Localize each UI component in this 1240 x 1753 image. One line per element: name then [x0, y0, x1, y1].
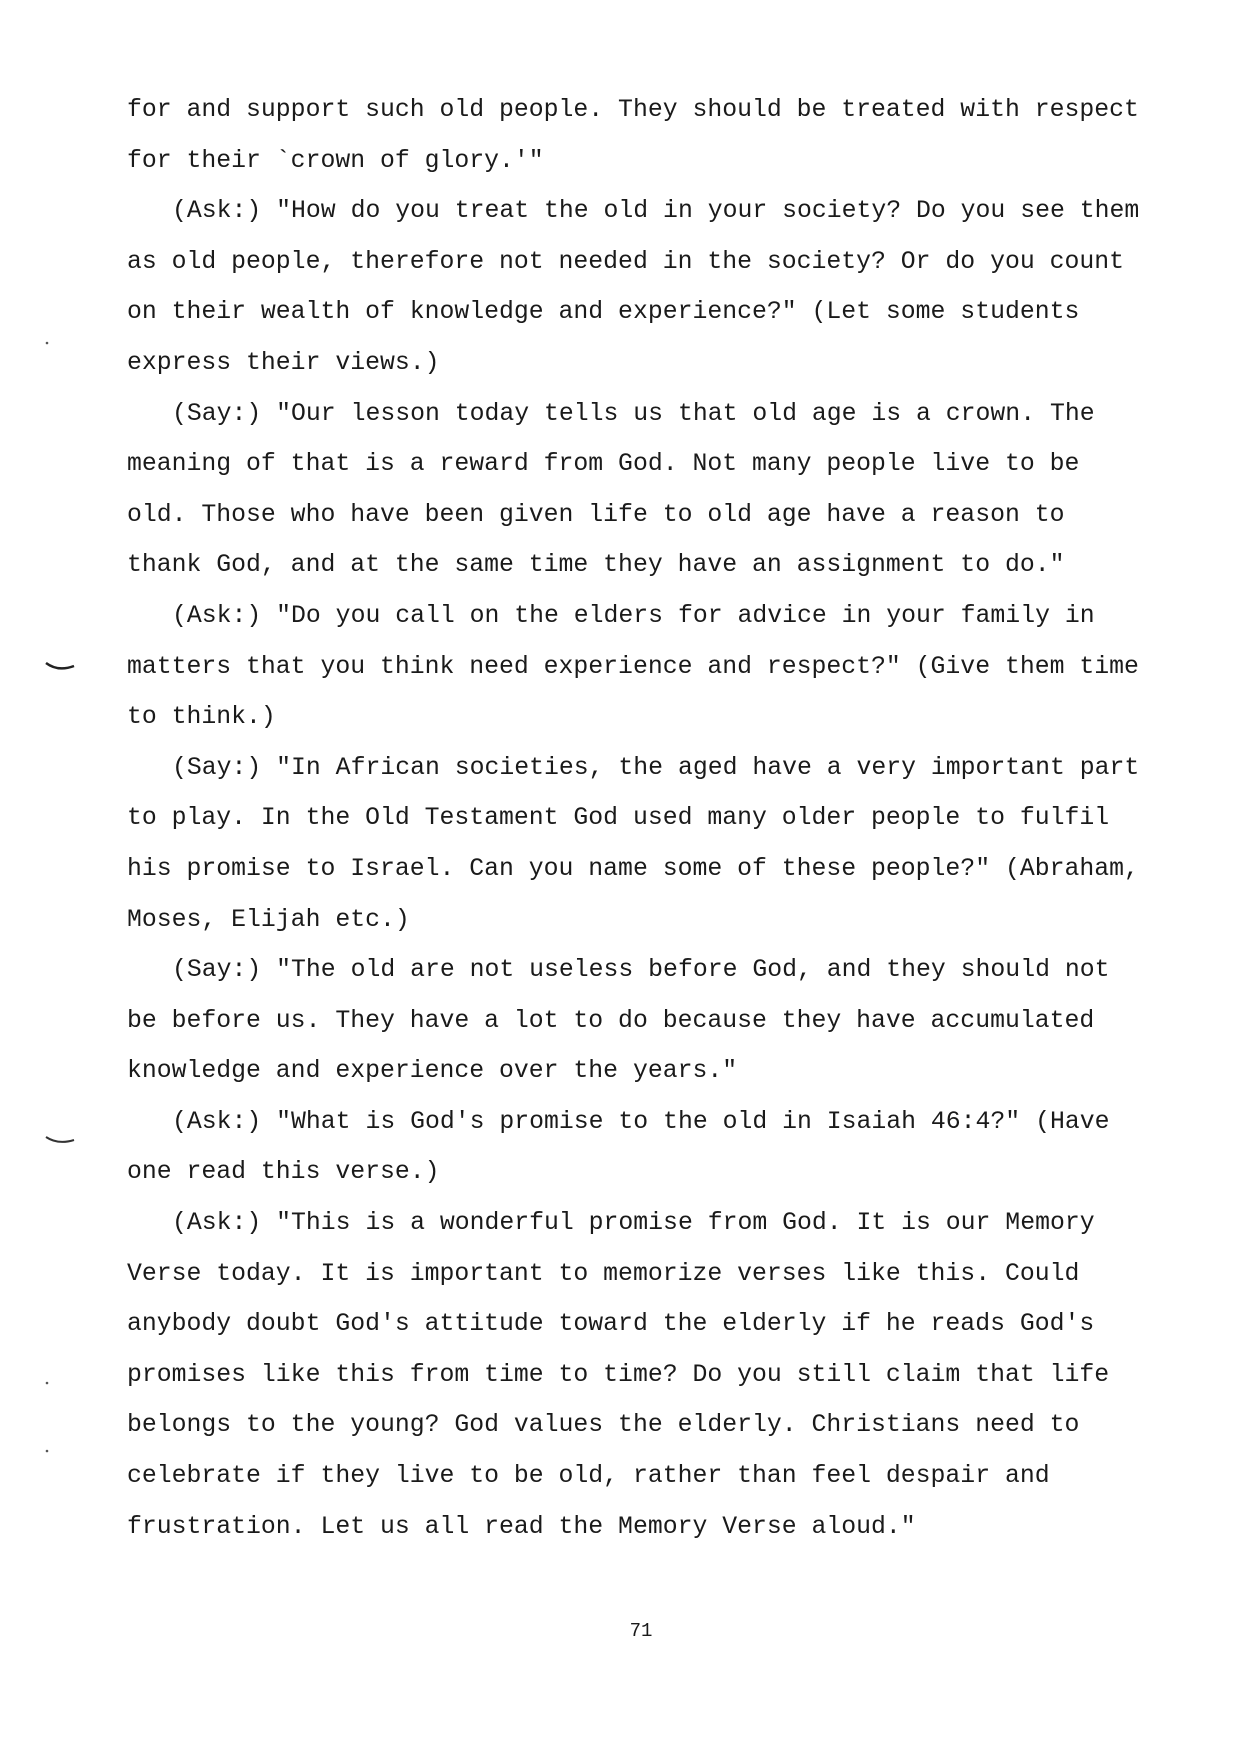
- margin-dot: [44, 1380, 50, 1386]
- text-line: be before us. They have a lot to do because they have accumulated: [127, 1006, 1095, 1035]
- text-line: one read this verse.): [127, 1158, 440, 1187]
- text-line: as old people, therefore not needed in the society? Or do you count: [127, 247, 1124, 276]
- margin-dot: [44, 340, 50, 346]
- text-line: celebrate if they live to be old, rather than feel despair and: [127, 1462, 1050, 1491]
- text-line: for and support such old people. They should be treated with respect: [127, 96, 1139, 124]
- text-line: (Say:) "Our lesson today tells us that old age is a crown. The: [172, 399, 1095, 428]
- text-line: belongs to the young? God values the elderly. Christians need to: [127, 1411, 1080, 1440]
- text-line: matters that you think need experience and respect?" (Give them time: [127, 652, 1139, 681]
- text-line: frustration. Let us all read the Memory Verse aloud.": [127, 1512, 916, 1541]
- text-line: knowledge and experience over the years.": [127, 1057, 738, 1086]
- text-line: to think.): [127, 703, 276, 732]
- text-line: his promise to Israel. Can you name some of these people?" (Abraham,: [127, 854, 1139, 883]
- margin-dot: [44, 1448, 50, 1454]
- text-line: (Ask:) "How do you treat the old in your society? Do you see them: [172, 197, 1140, 226]
- text-line: anybody doubt God's attitude toward the elderly if he reads God's: [127, 1310, 1095, 1339]
- text-line: old. Those who have been given life to old age have a reason to: [127, 500, 1065, 529]
- text-line: express their views.): [127, 348, 440, 377]
- margin-mark: [44, 1134, 76, 1148]
- text-line: for their `crown of glory.'": [127, 146, 544, 175]
- text-line: (Ask:) "What is God's promise to the old in Isaiah 46:4?" (Have: [172, 1107, 1110, 1136]
- text-line: (Ask:) "Do you call on the elders for advice in your family in: [172, 601, 1095, 630]
- text-line: to play. In the Old Testament God used many older people to fulfil: [127, 804, 1110, 833]
- text-line: Moses, Elijah etc.): [127, 905, 410, 934]
- page-number: 71: [629, 1620, 653, 1642]
- body-text: [127, 85, 1139, 1552]
- text-line: on their wealth of knowledge and experience?" (Let some students: [127, 298, 1080, 327]
- text-line: Verse today. It is important to memorize verses like this. Could: [127, 1259, 1080, 1288]
- text-line: thank God, and at the same time they have an assignment to do.": [127, 551, 1065, 580]
- text-line: (Say:) "In African societies, the aged have a very important part: [172, 753, 1140, 782]
- text-line: meaning of that is a reward from God. Not many people live to be: [127, 450, 1080, 479]
- text-line: promises like this from time to time? Do you still claim that life: [127, 1360, 1110, 1389]
- text-line: (Say:) "The old are not useless before God, and they should not: [172, 956, 1110, 985]
- text-line: (Ask:) "This is a wonderful promise from God. It is our Memory: [172, 1209, 1095, 1238]
- margin-mark: [44, 660, 76, 674]
